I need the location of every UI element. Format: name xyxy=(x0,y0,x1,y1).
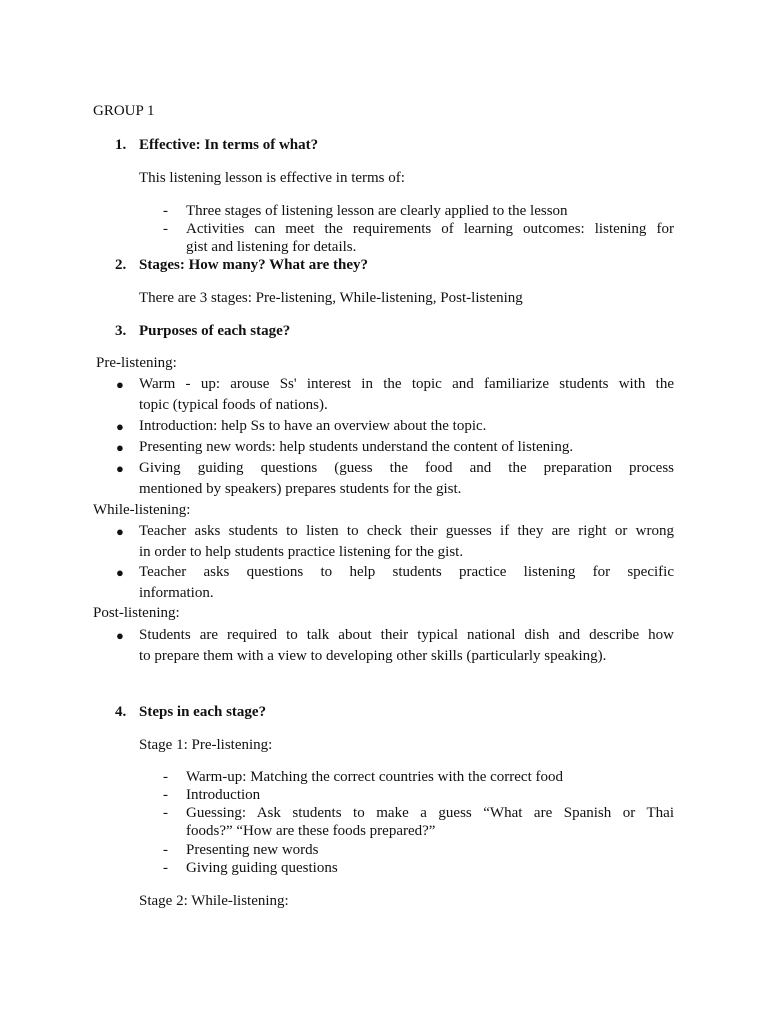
document-heading: GROUP 1 xyxy=(93,103,155,119)
stage1-item-1: Warm-up: Matching the correct countries with the correct food xyxy=(186,769,563,785)
while-item-2-line-1: Teacher asks questions to help students practice listening for specific xyxy=(139,564,674,580)
q1-title: Effective: In terms of what? xyxy=(139,137,319,153)
bullet-marker: ● xyxy=(116,565,124,580)
while-listening-label: While-listening: xyxy=(93,502,191,518)
while-item-1-line-1: Teacher asks students to listen to check their guesses if they are right or wrong xyxy=(139,523,674,539)
stage1-item-3-line-1: Guessing: Ask students to make a guess “What are Spanish or Thai xyxy=(186,805,674,821)
q2-text: There are 3 stages: Pre-listening, While-listening, Post-listening xyxy=(139,290,523,306)
pre-item-1-line-1: Warm - up: arouse Ss' interest in the topic and familiarize students with the xyxy=(139,376,674,392)
bullet-marker: ● xyxy=(116,461,124,476)
dash-marker: - xyxy=(163,805,168,821)
q1-number: 1. xyxy=(115,137,127,153)
post-listening-label: Post-listening: xyxy=(93,605,180,621)
bullet-marker: ● xyxy=(116,419,124,434)
q4-title: Steps in each stage? xyxy=(139,704,267,720)
dash-marker: - xyxy=(163,842,168,858)
stage2-label: Stage 2: While-listening: xyxy=(139,893,289,909)
dash-marker: - xyxy=(163,769,168,785)
pre-item-4-line-2: mentioned by speakers) prepares students for the gist. xyxy=(139,481,462,497)
stage1-item-5: Giving guiding questions xyxy=(186,860,338,876)
dash-marker: - xyxy=(163,221,168,237)
q3-number: 3. xyxy=(115,323,127,339)
pre-item-2: Introduction: help Ss to have an overview about the topic. xyxy=(139,418,487,434)
pre-listening-label: Pre-listening: xyxy=(96,355,177,371)
while-item-1-line-2: in order to help students practice listening for the gist. xyxy=(139,544,464,560)
bullet-marker: ● xyxy=(116,377,124,392)
bullet-marker: ● xyxy=(116,440,124,455)
pre-item-1-line-2: topic (typical foods of nations). xyxy=(139,397,328,413)
q4-number: 4. xyxy=(115,704,127,720)
while-item-2-line-2: information. xyxy=(139,585,214,601)
q3-title: Purposes of each stage? xyxy=(139,323,291,339)
post-item-1-line-2: to prepare them with a view to developing other skills (particularly speaking). xyxy=(139,648,607,664)
stage1-item-4: Presenting new words xyxy=(186,842,319,858)
post-item-1-line-1: Students are required to talk about their typical national dish and describe how xyxy=(139,627,674,643)
dash-marker: - xyxy=(163,203,168,219)
stage1-item-2: Introduction xyxy=(186,787,261,803)
q1-intro: This listening lesson is effective in terms of: xyxy=(139,170,405,186)
q1-item-2-line-2: gist and listening for details. xyxy=(186,239,357,255)
dash-marker: - xyxy=(163,860,168,876)
dash-marker: - xyxy=(163,787,168,803)
bullet-marker: ● xyxy=(116,628,124,643)
q2-title: Stages: How many? What are they? xyxy=(139,257,369,273)
bullet-marker: ● xyxy=(116,524,124,539)
stage1-label: Stage 1: Pre-listening: xyxy=(139,737,273,753)
q1-item-2-line-1: Activities can meet the requirements of learning outcomes: listening for xyxy=(186,221,674,237)
stage1-item-3-line-2: foods?” “How are these foods prepared?” xyxy=(186,823,436,839)
q1-item-1: Three stages of listening lesson are clearly applied to the lesson xyxy=(186,203,568,219)
pre-item-4-line-1: Giving guiding questions (guess the food and the preparation process xyxy=(139,460,674,476)
pre-item-3: Presenting new words: help students understand the content of listening. xyxy=(139,439,574,455)
q2-number: 2. xyxy=(115,257,127,273)
